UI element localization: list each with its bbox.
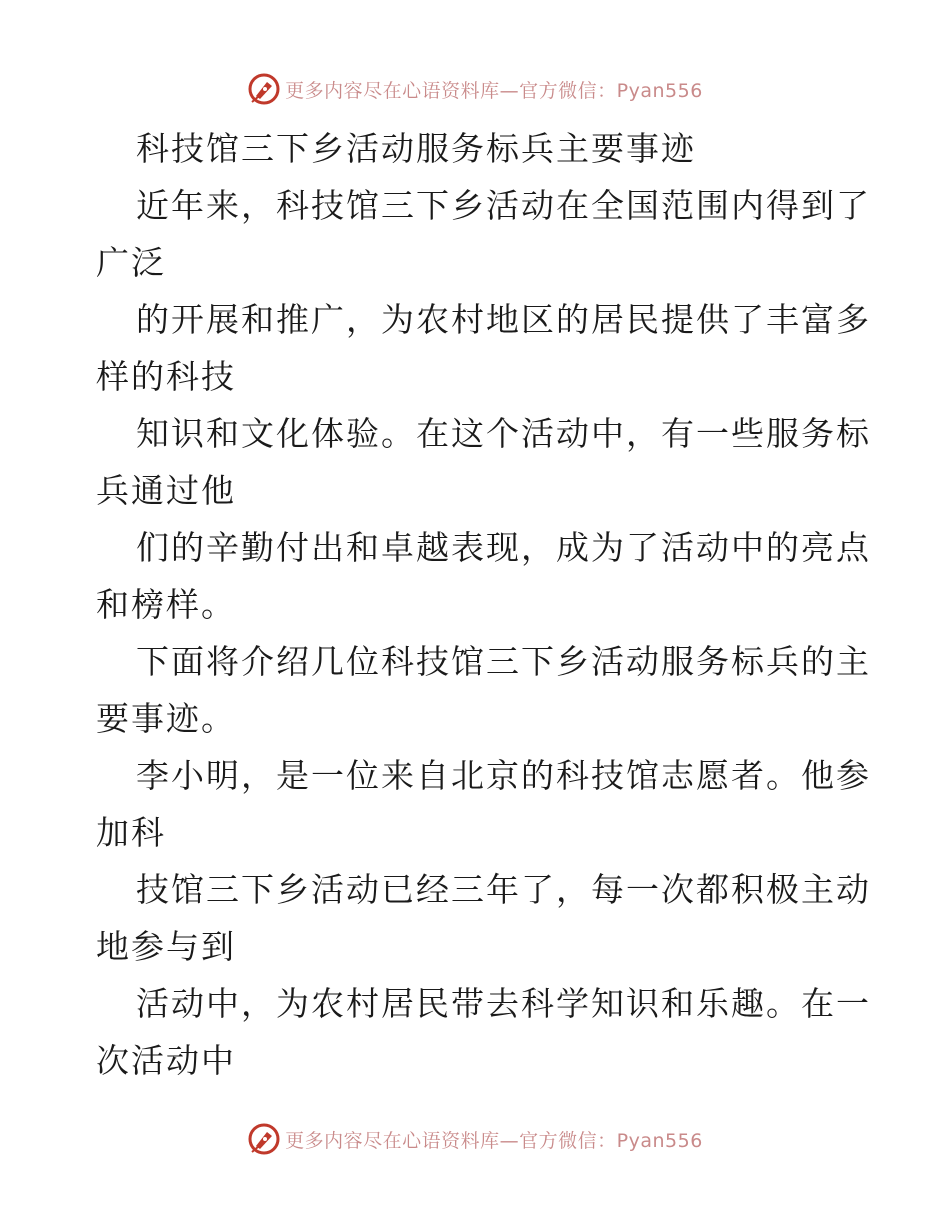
pen-nib-logo-icon bbox=[247, 1122, 281, 1156]
text-line: 次活动中 bbox=[96, 1041, 236, 1080]
text-line: 活动中，为农村居民带去科学知识和乐趣。在一 bbox=[136, 984, 871, 1023]
text-line: 下面将介绍几位科技馆三下乡活动服务标兵的主 bbox=[136, 642, 871, 681]
watermark-text: 更多内容尽在心语资料库—官方微信：Pyan556 bbox=[285, 1129, 703, 1152]
document-title: 科技馆三下乡活动服务标兵主要事迹 bbox=[136, 129, 696, 168]
text-line: 地参与到 bbox=[96, 927, 236, 966]
text-line: 的开展和推广，为农村地区的居民提供了丰富多 bbox=[136, 300, 871, 339]
text-line: 样的科技 bbox=[96, 357, 236, 396]
text-line: 兵通过他 bbox=[96, 471, 236, 510]
text-line: 们的辛勤付出和卓越表现，成为了活动中的亮点 bbox=[136, 528, 871, 567]
text-line: 广泛 bbox=[96, 243, 166, 282]
text-line: 技馆三下乡活动已经三年了，每一次都积极主动 bbox=[136, 870, 871, 909]
watermark-text: 更多内容尽在心语资料库—官方微信：Pyan556 bbox=[285, 79, 703, 102]
footer-watermark bbox=[0, 1122, 950, 1156]
text-line: 近年来，科技馆三下乡活动在全国范围内得到了 bbox=[136, 186, 871, 225]
text-line: 加科 bbox=[96, 813, 166, 852]
header-watermark bbox=[0, 72, 950, 106]
document-body bbox=[96, 120, 871, 1089]
text-line: 和榜样。 bbox=[96, 585, 236, 624]
pen-nib-logo-icon bbox=[247, 72, 281, 106]
text-line: 要事迹。 bbox=[96, 699, 236, 738]
text-line: 李小明，是一位来自北京的科技馆志愿者。他参 bbox=[136, 756, 871, 795]
text-line: 知识和文化体验。在这个活动中，有一些服务标 bbox=[136, 414, 871, 453]
